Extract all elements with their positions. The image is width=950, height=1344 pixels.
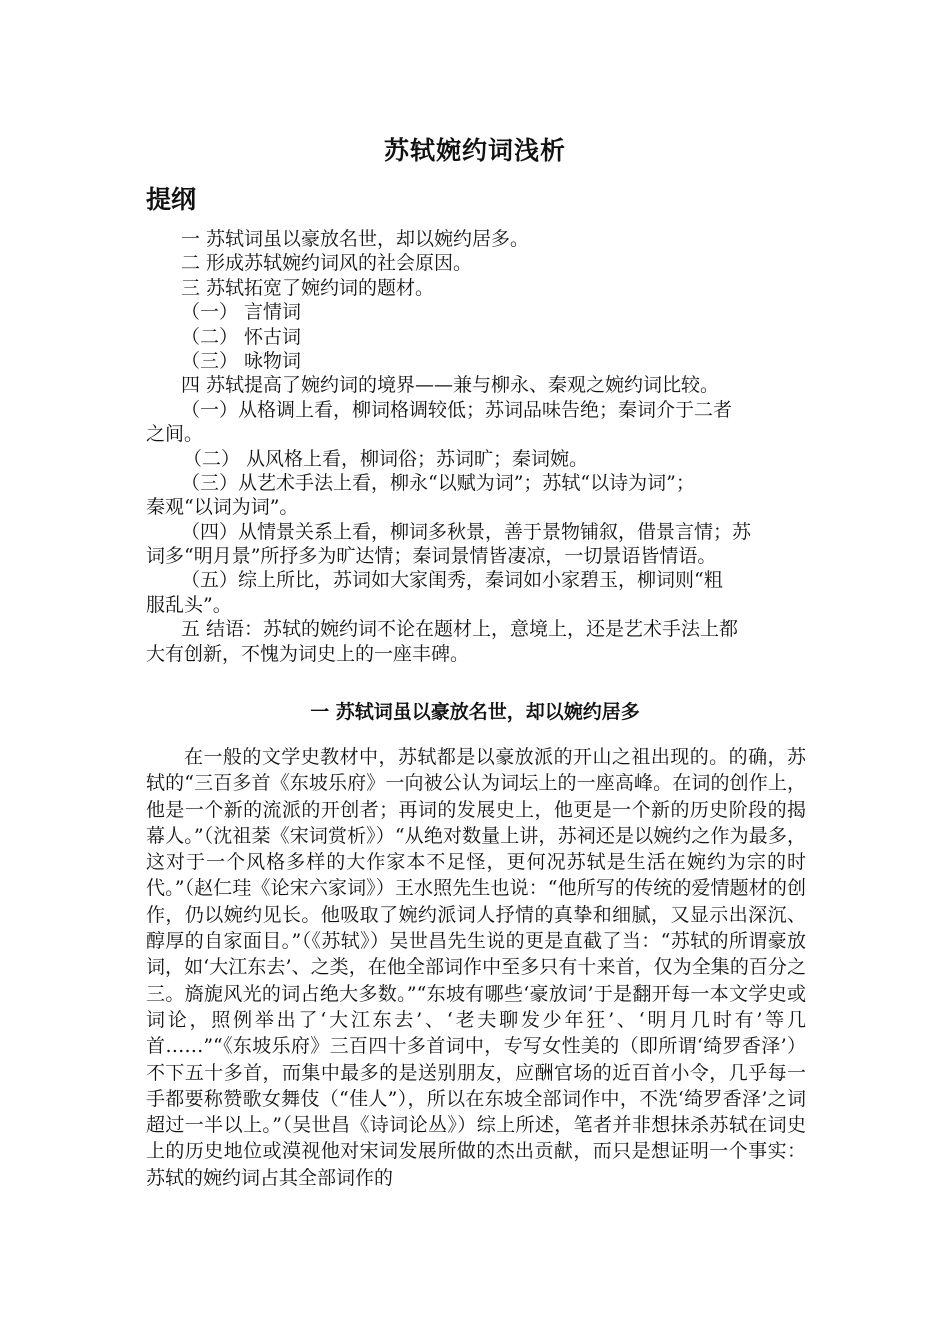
section-body-paragraph: 在一般的文学史教材中，苏轼都是以豪放派的开山之祖出现的。的确，苏轼的“三百多首《东坡乐府》一向被公认为词坛上的一座高峰。在词的创作上，他是一个新的流派的开创者；再词的发展史上，他更是一个新的历史阶段的揭幕人。”（沈祖棻《宋词赏析》）“从绝对数量上讲，苏祠还是以婉约之作为最多，这对于一个风格多样的大作家本不足怪，更何况苏轼是生活在婉约为宗的时代。”（赵仁珪《论宋六家词》）王水照先生也说：“他所写的传统的爱情题材的创作，仍以婉约见长。他吸取了婉约派词人抒情的真挚和细腻，又显示出深沉、醇厚的自家面目。”（《苏轼》）吴世昌先生说的更是直截了当：“苏轼的所谓豪放词，如‘大江东去’、之类，在他全部词作中至多只有十来首，仅为全集的百分之三。旖旎风光的词占绝大多数。”“东坡有哪些‘豪放词’于是翻开每一本文学史或词论，照例举出了‘大江东去’、‘老夫聊发少年狂’、‘明月几时有’等几首……”“《东坡乐府》三百四十多首词中，专写女性美的（即所谓‘绮罗香泽’）不下五十多首，而集中最多的是送别朋友，应酬官场的近百首小令，几乎每一手都要称赞歌女舞伎（“佳人”），所以在东坡全部词作中，不洗‘绮罗香泽’之词超过一半以上。”（吴世昌《诗词论丛》）综上所述，笔者并非想抹杀苏轼在词史上的历史地位或漠视他对宋词发展所做的杰出贡献，而只是想证明一个事实：苏轼的婉约词占其全部词作的 — [146, 746, 806, 1189]
outline-item: （四）从情景关系上看，柳词多秋景，善于景物铺叙，借景言情；苏 — [181, 520, 752, 543]
outline-item: 服乱头”。 — [146, 593, 232, 616]
outline-item: （一）从格调上看，柳词格调较低；苏词品味告绝；秦词介于二者 — [181, 398, 733, 421]
section-title: 一 苏轼词虽以豪放名世，却以婉约居多 — [310, 701, 640, 723]
outline-item: 一 苏轼词虽以豪放名世，却以婉约居多。 — [181, 228, 530, 250]
outline-item: （二） 怀古词 — [181, 325, 302, 348]
outline-item: 五 结语：苏轼的婉约词不论在题材上，意境上，还是艺术手法上都 — [181, 618, 739, 641]
outline-item: 二 形成苏轼婉约词风的社会原因。 — [181, 252, 473, 275]
outline-list — [146, 227, 806, 666]
outline-item: （二） 从风格上看，柳词俗；苏词旷；秦词婉。 — [183, 447, 589, 470]
outline-item: （三）从艺术手法上看，柳永“以赋为词”；苏轼“以诗为词”； — [181, 471, 695, 494]
outline-item: 秦观“以词为词”。 — [146, 496, 299, 519]
outline-item: 四 苏轼提高了婉约词的境界——兼与柳永、秦观之婉约词比较。 — [181, 374, 720, 397]
outline-item: （一） 言情词 — [181, 301, 302, 324]
outline-item: 之间。 — [146, 423, 204, 446]
outline-item: 三 苏轼拓宽了婉约词的题材。 — [181, 276, 435, 299]
outline-item: （三） 咏物词 — [181, 349, 302, 372]
outline-heading: 提纲 — [146, 185, 197, 214]
outline-item: 词多“明月景”所抒多为旷达情；秦词景情皆凄凉，一切景语皆情语。 — [146, 545, 717, 568]
document-title: 苏轼婉约词浅析 — [383, 136, 566, 165]
outline-item: 大有创新，不愧为词史上的一座丰碑。 — [146, 642, 470, 665]
outline-item: （五）综上所比，苏词如大家闺秀，秦词如小家碧玉，柳词则“粗 — [181, 569, 723, 592]
